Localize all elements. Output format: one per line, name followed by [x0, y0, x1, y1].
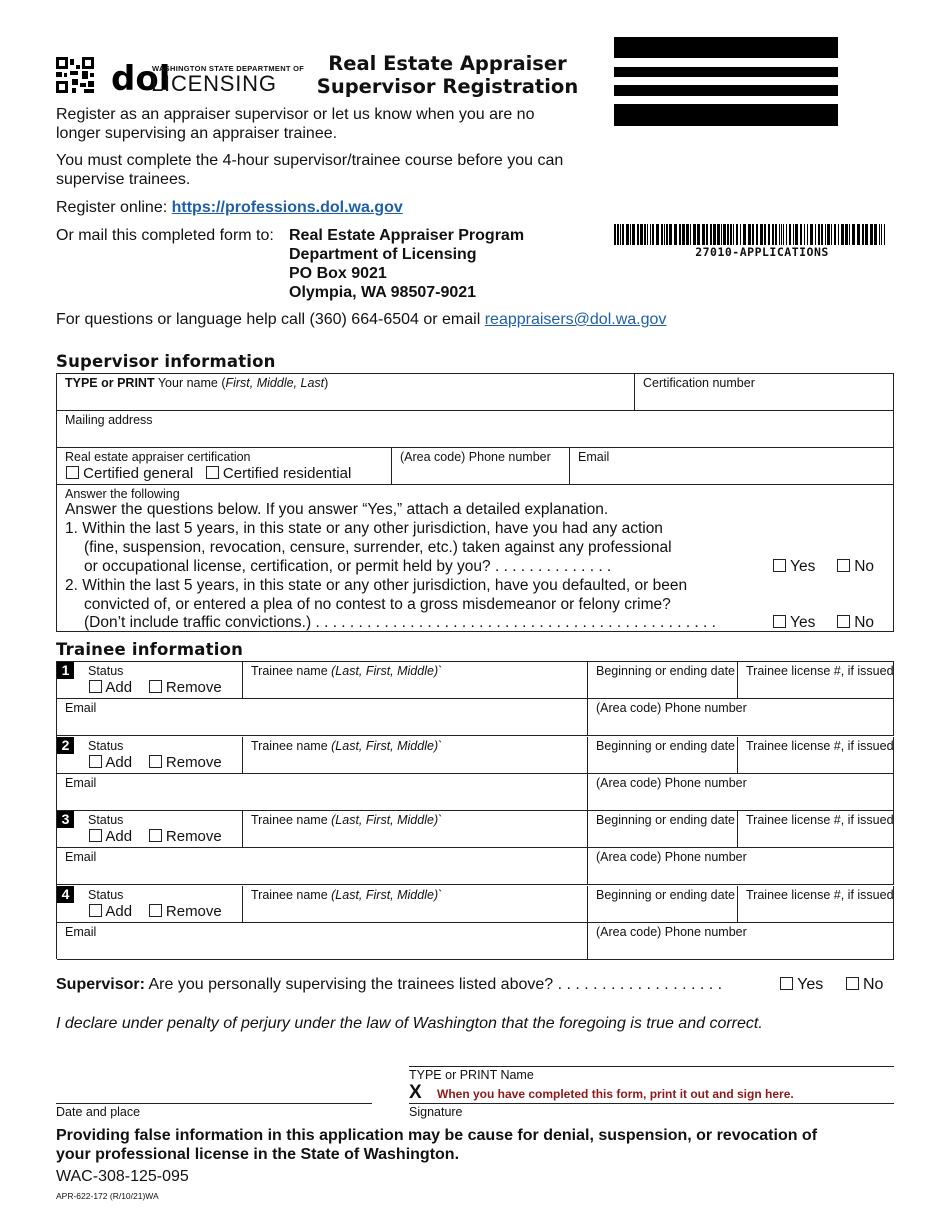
barcode-bar	[706, 224, 708, 245]
barcode-bar	[682, 224, 685, 245]
register-online-link[interactable]: https://professions.dol.wa.gov	[171, 199, 403, 216]
trainee-license-field[interactable]: Trainee license #, if issued	[738, 662, 894, 699]
barcode-bar	[775, 224, 777, 245]
trainee-status-cell: 3 Status Add Remove	[57, 811, 243, 848]
barcode-bar	[768, 224, 770, 245]
trainee-add-checkbox[interactable]	[89, 904, 102, 917]
trainee-name-field[interactable]: Trainee name (Last, First, Middle)`	[243, 886, 588, 923]
trainee-block-2	[57, 737, 895, 811]
trainee-remove-checkbox[interactable]	[149, 680, 162, 693]
trainee-add-checkbox[interactable]	[89, 755, 102, 768]
mail-label: Or mail this completed form to:	[56, 227, 274, 244]
trainee-remove-checkbox[interactable]	[149, 829, 162, 842]
trainee-date-field[interactable]: Beginning or ending date	[588, 811, 738, 848]
barcode-bar	[818, 224, 820, 245]
barcode	[614, 224, 888, 245]
title-line-2: Supervisor Registration	[316, 75, 579, 98]
barcode-bar	[852, 224, 855, 245]
trainee-license-field[interactable]: Trainee license #, if issued	[738, 737, 894, 774]
trainee-heading: Trainee information	[56, 640, 244, 659]
trainee-block-1	[57, 662, 895, 736]
agency-top-text: WASHINGTON STATE DEPARTMENT OF	[152, 64, 305, 73]
trainee-block-4	[57, 886, 895, 960]
trainee-phone-field[interactable]: (Area code) Phone number	[588, 774, 894, 811]
trainee-remove-checkbox[interactable]	[149, 904, 162, 917]
barcode-bar	[614, 224, 616, 245]
trainee-phone-field[interactable]: (Area code) Phone number	[588, 699, 894, 736]
barcode-bar	[870, 224, 873, 245]
barcode-bar	[786, 224, 787, 245]
barcode-bar	[874, 224, 877, 245]
agency-name-text: LICENSING	[151, 71, 277, 96]
barcode-bar	[736, 224, 738, 245]
trainee-name-field[interactable]: Trainee name (Last, First, Middle)`	[243, 811, 588, 848]
barcode-bar	[838, 224, 839, 245]
trainee-status-cell: 1 Status Add Remove	[57, 662, 243, 699]
barcode-bar	[884, 224, 885, 245]
supervising-no-checkbox[interactable]	[846, 977, 859, 990]
dot-leader: . . . . . . . . . . . . . .	[490, 558, 612, 575]
trainee-add-checkbox[interactable]	[89, 829, 102, 842]
qr-code	[56, 57, 94, 93]
trainee-email-field[interactable]: Email	[57, 848, 588, 885]
barcode-bar	[834, 224, 836, 245]
trainee-phone-field[interactable]: (Area code) Phone number	[588, 848, 894, 885]
barcode-bar	[679, 224, 681, 245]
title-line-1: Real Estate Appraiser	[328, 52, 567, 75]
q1-yes-checkbox[interactable]	[773, 559, 786, 572]
barcode-bar	[815, 224, 816, 245]
certified-residential-checkbox[interactable]	[206, 466, 219, 479]
supervising-yes-checkbox[interactable]	[780, 977, 793, 990]
barcode-bar	[713, 224, 716, 245]
barcode-bar	[730, 224, 732, 245]
barcode-bar	[640, 224, 643, 245]
intro-paragraph-1: Register as an appraiser supervisor or let us know when you are no longer supervising an appraiser trainee.	[56, 106, 535, 142]
signature-instruction: When you have completed this form, print it out and sign here.	[437, 1087, 794, 1101]
barcode-bar	[717, 224, 720, 245]
trainee-name-field[interactable]: Trainee name (Last, First, Middle)`	[243, 737, 588, 774]
barcode-bar	[760, 224, 763, 245]
trainee-number-badge: 2	[57, 737, 74, 754]
trainee-number-badge: 3	[57, 811, 74, 828]
barcode-bar	[879, 224, 880, 245]
barcode-bar	[793, 224, 794, 245]
signature-x: X	[409, 1082, 422, 1103]
false-info-warning: Providing false information in this application may be cause for denial, suspension, or revocation of your professional license in the State of Washington.	[56, 1127, 818, 1163]
mailing-address-field[interactable]: Mailing address	[57, 411, 894, 448]
dol-logo	[110, 58, 305, 99]
barcode-bar	[647, 224, 648, 245]
barcode-bar	[865, 224, 868, 245]
q1-no-checkbox[interactable]	[837, 559, 850, 572]
barcode-bar	[664, 224, 665, 245]
signature-line[interactable]	[409, 1103, 894, 1104]
wac-reference: WAC-308-125-095	[56, 1168, 189, 1185]
barcode-bar	[740, 224, 741, 245]
barcode-bar	[783, 224, 784, 245]
trainee-remove-checkbox[interactable]	[149, 755, 162, 768]
trainee-table	[56, 661, 894, 959]
trainee-phone-field[interactable]: (Area code) Phone number	[588, 923, 894, 960]
name-field[interactable]: TYPE or PRINT Your name (First, Middle, Last)	[57, 374, 635, 411]
trainee-name-field[interactable]: Trainee name (Last, First, Middle)`	[243, 662, 588, 699]
barcode-bar	[727, 224, 729, 245]
barcode-bar	[617, 224, 619, 245]
trainee-block-3	[57, 811, 895, 885]
supervisor-heading: Supervisor information	[56, 352, 276, 371]
barcode-bar	[721, 224, 722, 245]
barcode-bar	[752, 224, 754, 245]
barcode-bar	[743, 224, 746, 245]
scan-bar-3	[614, 85, 838, 96]
barcode-bar	[650, 224, 651, 245]
trainee-number-badge: 4	[57, 886, 74, 903]
print-name-field[interactable]: TYPE or PRINT Name	[409, 1068, 534, 1082]
trainee-email-field[interactable]: Email	[57, 699, 588, 736]
q2-yes-checkbox[interactable]	[773, 615, 786, 628]
scan-bar-2	[614, 67, 838, 77]
barcode-bar	[637, 224, 639, 245]
barcode-bar	[800, 224, 802, 245]
trainee-email-field[interactable]: Email	[57, 774, 588, 811]
barcode-bar	[656, 224, 659, 245]
certification-number-field[interactable]: Certification number	[635, 374, 894, 411]
trainee-status-cell: 2 Status Add Remove	[57, 737, 243, 774]
barcode-text: 27010-APPLICATIONS	[695, 245, 829, 259]
barcode-bar	[748, 224, 751, 245]
q2-no-checkbox[interactable]	[837, 615, 850, 628]
trainee-status-cell: 4 Status Add Remove	[57, 886, 243, 923]
trainee-date-field[interactable]: Beginning or ending date	[588, 737, 738, 774]
trainee-number-badge: 1	[57, 662, 74, 679]
barcode-bar	[831, 224, 832, 245]
scan-bar-1	[614, 37, 838, 58]
supervisor-phone-field[interactable]: (Area code) Phone number	[392, 448, 570, 485]
barcode-bar	[845, 224, 848, 245]
help-line: For questions or language help call (360) 664-6504 or email reappraisers@dol.wa.gov	[56, 311, 667, 328]
barcode-bar	[702, 224, 705, 245]
trainee-date-field[interactable]: Beginning or ending date	[588, 886, 738, 923]
date-place-label: Date and place	[56, 1105, 141, 1119]
trainee-license-field[interactable]: Trainee license #, if issued	[738, 886, 894, 923]
barcode-bar	[644, 224, 646, 245]
barcode-bar	[804, 224, 805, 245]
trainee-email-field[interactable]: Email	[57, 923, 588, 960]
barcode-bar	[686, 224, 689, 245]
barcode-bar	[622, 224, 624, 245]
barcode-bar	[626, 224, 629, 245]
barcode-bar	[661, 224, 663, 245]
barcode-bar	[821, 224, 823, 245]
barcode-bar	[807, 224, 808, 245]
barcode-bar	[772, 224, 774, 245]
mail-address: Real Estate Appraiser Program Department of Licensing PO Box 9021 Olympia, WA 98507-9021	[289, 227, 525, 301]
supervisor-answer: Yes No	[780, 976, 883, 994]
scan-bar-4	[614, 104, 838, 126]
barcode-bar	[697, 224, 700, 245]
signature-label: Signature	[409, 1105, 463, 1119]
date-place-line[interactable]	[56, 1103, 372, 1104]
trainee-add-checkbox[interactable]	[89, 680, 102, 693]
barcode-bar	[779, 224, 780, 245]
barcode-bar	[674, 224, 677, 245]
barcode-bar	[881, 224, 882, 245]
supervisor-email-field[interactable]: Email	[570, 448, 894, 485]
barcode-bar	[723, 224, 726, 245]
intro-paragraph-2: You must complete the 4-hour supervisor/trainee course before you can supervise trainees.	[56, 152, 564, 188]
barcode-bar	[756, 224, 758, 245]
trainee-date-field[interactable]: Beginning or ending date	[588, 662, 738, 699]
barcode-bar	[652, 224, 654, 245]
barcode-bar	[669, 224, 672, 245]
certification-type-cell: Real estate appraiser certification Certified general Certified residential	[57, 448, 392, 485]
logo-mark-text: dol	[111, 59, 171, 99]
supervisor-question: Supervisor: Are you personally supervising the trainees listed above? . . . . . . . . . . . . . . . . . . .	[56, 976, 723, 993]
barcode-bar	[666, 224, 668, 245]
certified-general-checkbox[interactable]	[66, 466, 79, 479]
barcode-bar	[789, 224, 791, 245]
barcode-bar	[849, 224, 850, 245]
barcode-bar	[690, 224, 691, 245]
barcode-bar	[764, 224, 766, 245]
barcode-bar	[620, 224, 621, 245]
barcode-bar	[827, 224, 830, 245]
form-id: APR-622-172 (R/10/21)WA	[56, 1191, 159, 1201]
barcode-bar	[857, 224, 860, 245]
questions-cell: Answer the following Answer the questions below. If you answer “Yes,” attach a detailed explanation. 1. Within the last 5 years, in this state or any other jurisdiction, have you had any action (fine, suspension, revocation, censure, surrender, etc.) taken against any professional or occupational license, certification, or permit held by you? . . . . . . . . . . . . . . Yes No 2. Within the last 5 years, in this state or any other jurisdiction, have you defaulted, or been convicted of, or entered a plea of no contest to a gross misdemeanor or felony crime? (Don’t include traffic convictions.) . . . . . . . . . . . . . . . . . . . . . . . . . . . . . . . . . . . . . . . . . . . . . . . Yes No	[57, 485, 894, 632]
help-email-link[interactable]: reappraisers@dol.wa.gov	[484, 311, 667, 328]
supervisor-table	[56, 373, 894, 632]
barcode-bar	[733, 224, 734, 245]
dot-leader: . . . . . . . . . . . . . . . . . . . . . . . . . . . . . . . . . . . . . . . . . . . . . . .	[311, 614, 716, 631]
register-online: Register online: https://professions.dol.wa.gov	[56, 199, 403, 216]
form-title	[300, 52, 595, 98]
perjury-declaration: I declare under penalty of perjury under the law of Washington that the foregoing is true and correct.	[56, 1015, 763, 1032]
trainee-license-field[interactable]: Trainee license #, if issued	[738, 811, 894, 848]
barcode-bar	[795, 224, 798, 245]
barcode-bar	[693, 224, 696, 245]
barcode-bar	[862, 224, 864, 245]
barcode-bar	[710, 224, 712, 245]
barcode-bar	[810, 224, 813, 245]
barcode-bar	[781, 224, 782, 245]
barcode-bar	[630, 224, 631, 245]
barcode-bar	[632, 224, 635, 245]
barcode-bar	[841, 224, 844, 245]
dot-leader: . . . . . . . . . . . . . . . . . . .	[553, 976, 723, 993]
barcode-bar	[825, 224, 826, 245]
